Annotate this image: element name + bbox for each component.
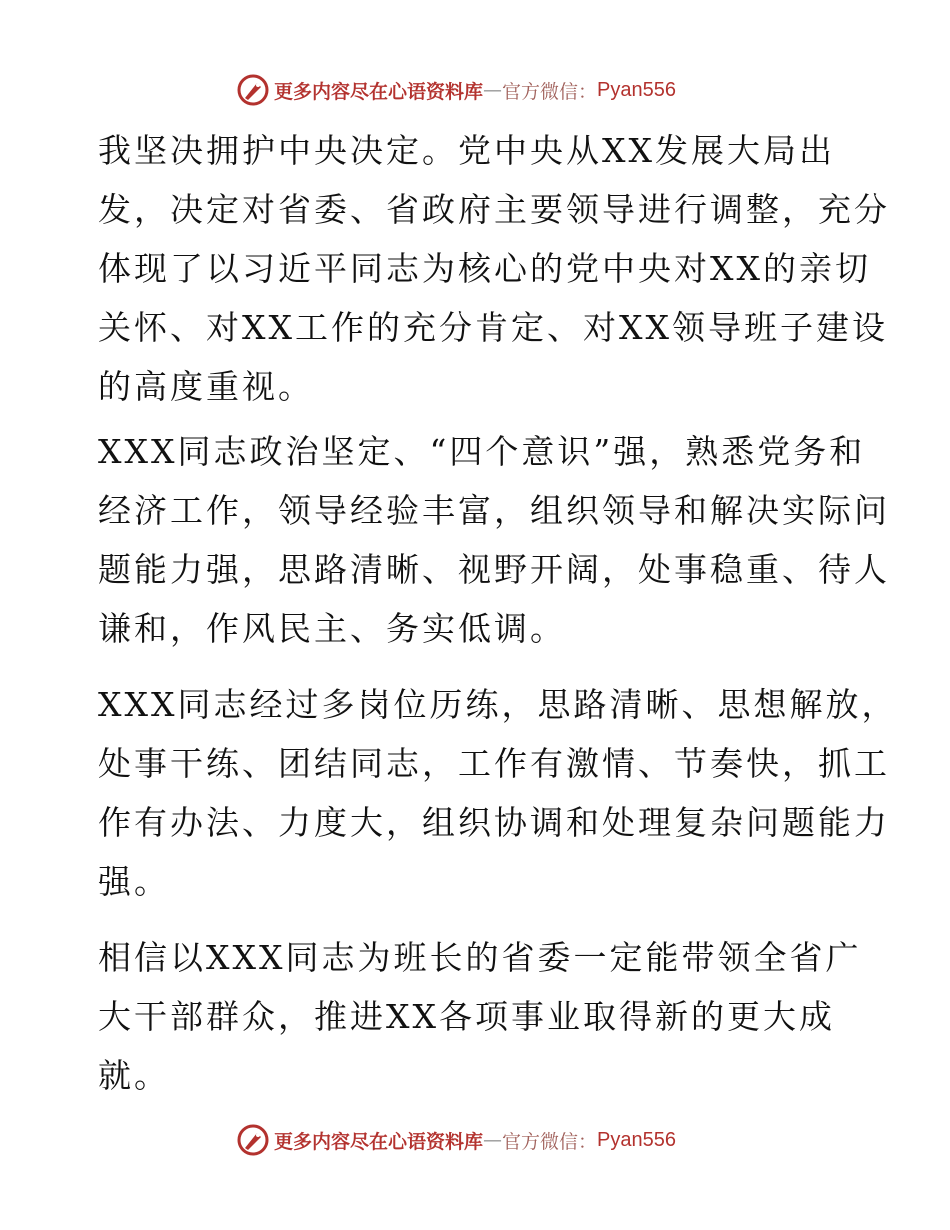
header-banner [236,72,716,108]
banner-dash: — [483,79,503,101]
banner-wechat-id: Pyan556 [597,78,676,101]
paragraph-2 [98,422,890,658]
paragraph-line: 体现了以习近平同志为核心的党中央对XX的亲切 [98,249,871,288]
paragraph-line: 强。 [98,862,170,901]
footer-banner [236,1122,716,1158]
paragraph-line: 我坚决拥护中央决定。党中央从XX发展大局出 [98,131,835,170]
paragraph-line: 谦和，作风民主、务实低调。 [98,609,566,648]
paragraph-line: 大干部群众，推进XX各项事业取得新的更大成 [98,997,835,1036]
paragraph-line: 相信以XXX同志为班长的省委一定能带领全省广 [98,938,862,977]
banner-brand-text: 更多内容尽在心语资料库 [274,1130,484,1153]
banner-wechat-label: 官方微信： [502,80,598,103]
paragraph-line: XXX同志经过多岗位历练，思路清晰、思想解放， [98,685,898,724]
pen-nib-logo-icon [236,1123,270,1157]
pen-nib-logo-icon [236,73,270,107]
paragraph-line: XXX同志政治坚定、“四个意识”强，熟悉党务和 [98,432,866,471]
banner-brand-text: 更多内容尽在心语资料库 [274,80,484,103]
paragraph-line: 就。 [98,1056,170,1095]
paragraph-line: 关怀、对XX工作的充分肯定、对XX领导班子建设 [98,308,888,347]
paragraph-line: 的高度重视。 [98,367,314,406]
paragraph-4 [98,928,868,1105]
paragraph-line: 题能力强，思路清晰、视野开阔，处事稳重、待人 [98,550,890,589]
paragraph-line: 处事干练、团结同志，工作有激情、节奏快，抓工 [98,744,890,783]
banner-wechat-id: Pyan556 [597,1128,676,1151]
paragraph-line: 发，决定对省委、省政府主要领导进行调整，充分 [98,190,890,229]
paragraph-line: 作有办法、力度大，组织协调和处理复杂问题能力 [98,803,890,842]
paragraph-1 [98,121,890,416]
banner-wechat-label: 官方微信： [502,1130,598,1153]
paragraph-3 [98,675,898,911]
banner-dash: — [483,1129,503,1151]
paragraph-line: 经济工作，领导经验丰富，组织领导和解决实际问 [98,491,890,530]
